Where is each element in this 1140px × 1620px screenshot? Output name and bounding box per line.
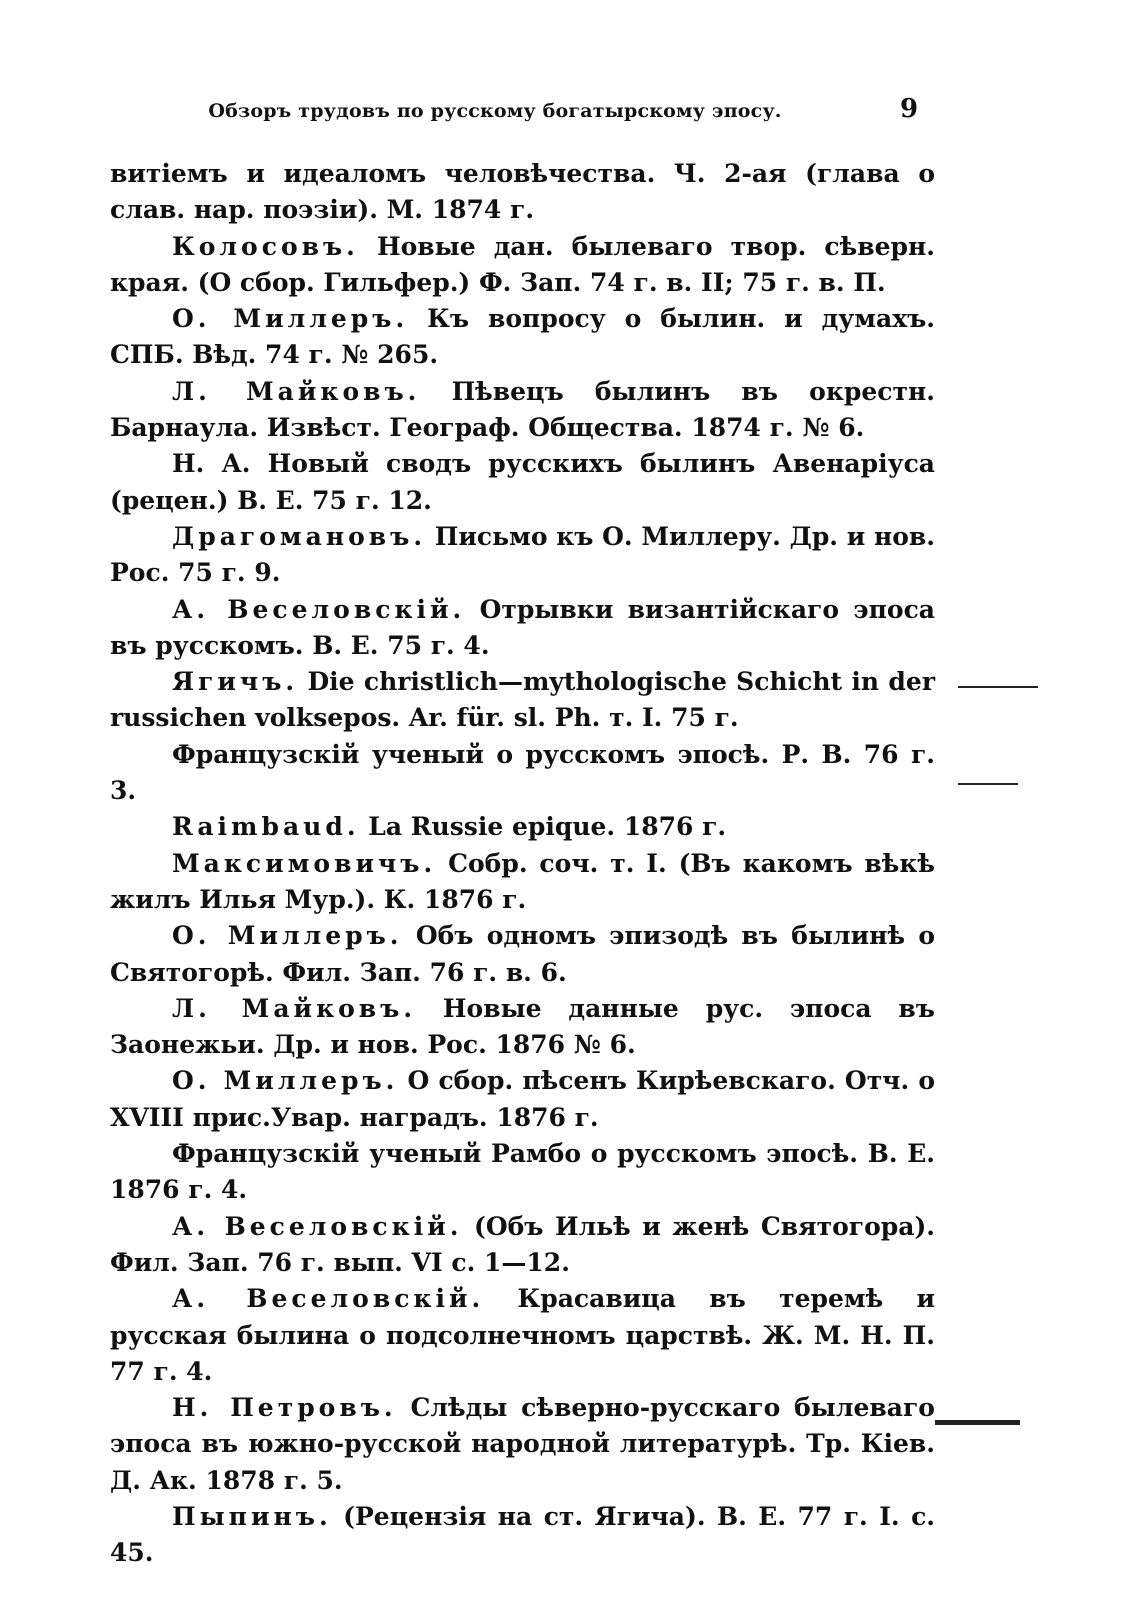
entry-text: La Russie epique. 1876 г.	[368, 812, 727, 842]
entry-author: Л. Майковъ.	[172, 993, 417, 1023]
running-title: Обзоръ трудовъ по русскому богатырскому эпосу.	[208, 100, 782, 122]
bibliography-entry	[110, 1209, 935, 1282]
margin-mark	[958, 686, 1038, 688]
entry-author: Максимовичъ.	[172, 848, 437, 878]
entry-author: Raimbaud.	[172, 812, 360, 842]
bibliography-entry	[110, 301, 935, 374]
bibliography-entry	[110, 156, 935, 229]
entry-author: Колосовъ.	[172, 231, 359, 261]
page-number: 9	[900, 94, 919, 124]
bibliography-entry	[110, 592, 935, 665]
entry-text: витіемъ и идеаломъ человѣчества. Ч. 2-ая (глава о слав. нар. поэзіи). М. 1874 г.	[110, 159, 935, 225]
entry-text: Къ вопросу о былин. и думахъ. СПБ. Вѣд. 74 г. № 265.	[110, 304, 935, 370]
bibliography-entry	[110, 991, 935, 1064]
entry-text: Пѣвецъ былинъ въ окрестн. Барнаула. Извѣст. Географ. Общества. 1874 г. № 6.	[110, 376, 935, 443]
bibliography-entry	[110, 809, 935, 845]
bibliography-entry	[110, 1390, 935, 1499]
entry-text: Объ одномъ эпизодѣ въ былинѣ о Святогорѣ. Фил. Зап. 76 г. в. 6.	[110, 921, 936, 987]
entry-author: Ягичъ.	[172, 667, 299, 697]
entry-text: Красавица въ теремѣ и русская былина о подсолнечномъ царствѣ. Ж. М. Н. П. 77 г. 4.	[110, 1284, 935, 1386]
entry-author: О. Миллеръ.	[172, 921, 403, 951]
margin-mark	[935, 1420, 1020, 1425]
entry-text: Французскій ученый о русскомъ эпосѣ. Р. В. 76 г. 3.	[110, 739, 935, 806]
entry-text: Die christlich—mythologische Schicht in der russichen volksepos. Ar. für. sl. Ph. т. I. 75 г.	[110, 667, 935, 733]
entry-author: А. Веселовскій.	[172, 594, 466, 624]
bibliography-entry	[110, 1063, 935, 1136]
bibliography-entry	[110, 918, 935, 991]
bibliography-entry	[110, 519, 935, 592]
bibliography-entry	[110, 374, 935, 447]
entry-text: Собр. соч. т. I. (Въ какомъ вѣкѣ жилъ Илья Мур.). К. 1876 г.	[110, 848, 935, 914]
entry-text: Слѣды сѣверно-русскаго былеваго эпоса въ южно-русской народной литературѣ. Тр. Кіев. Д. Ак. 1878 г. 5.	[110, 1393, 935, 1495]
entry-text: Н. А. Новый сводъ русскихъ былинъ Авенаріуса (рецен.) В. Е. 75 г. 12.	[110, 449, 935, 515]
entry-text: Новые дан. былеваго твор. сѣверн. края. (О сбор. Гильфер.) Ф. Зап. 74 г. в. II; 75 г. в. П.	[110, 231, 935, 297]
entry-text: Новые данные рус. эпоса въ Заонежьи. Др. и нов. Рос. 1876 № 6.	[110, 993, 935, 1060]
bibliography-entry	[110, 1136, 935, 1209]
entry-text: Письмо къ О. Миллеру. Др. и нов. Рос. 75 г. 9.	[110, 521, 935, 588]
entry-author: А. Веселовскій.	[172, 1284, 485, 1314]
entry-text: Французскій ученый Рамбо о русскомъ эпосѣ. В. Е. 1876 г. 4.	[110, 1139, 935, 1205]
bibliography-entry	[110, 1281, 935, 1390]
entry-author: Л. Майковъ.	[172, 376, 421, 406]
entry-author: О. Миллеръ.	[172, 1066, 399, 1096]
entry-text: О сбор. пѣсенъ Кирѣевскаго. Отч. о XVIII прис.Увар. наградъ. 1876 г.	[110, 1066, 935, 1132]
entry-text: (Объ Ильѣ и женѣ Святогора). Фил. Зап. 76 г. вып. VI с. 1—12.	[110, 1211, 935, 1277]
bibliography-entry	[110, 664, 935, 737]
entry-author: Н. Петровъ.	[172, 1393, 397, 1423]
entry-author: О. Миллеръ.	[172, 304, 409, 334]
entry-text: (Рецензія на ст. Ягича). В. Е. 77 г. I. с. 45.	[110, 1501, 935, 1568]
bibliography-list	[110, 156, 935, 1572]
bibliography-entry	[110, 737, 935, 810]
entry-text: Отрывки византійскаго эпоса въ русскомъ. В. Е. 75 г. 4.	[110, 594, 935, 660]
bibliography-entry	[110, 1499, 935, 1572]
entry-author: Пыпинъ.	[172, 1501, 332, 1531]
bibliography-entry	[110, 446, 935, 519]
entry-author: Драгомановъ.	[172, 521, 427, 551]
page-header	[0, 94, 1140, 132]
margin-mark	[958, 783, 1018, 785]
entry-author: А. Веселовскій.	[172, 1211, 463, 1241]
bibliography-entry	[110, 229, 935, 302]
bibliography-entry	[110, 846, 935, 919]
